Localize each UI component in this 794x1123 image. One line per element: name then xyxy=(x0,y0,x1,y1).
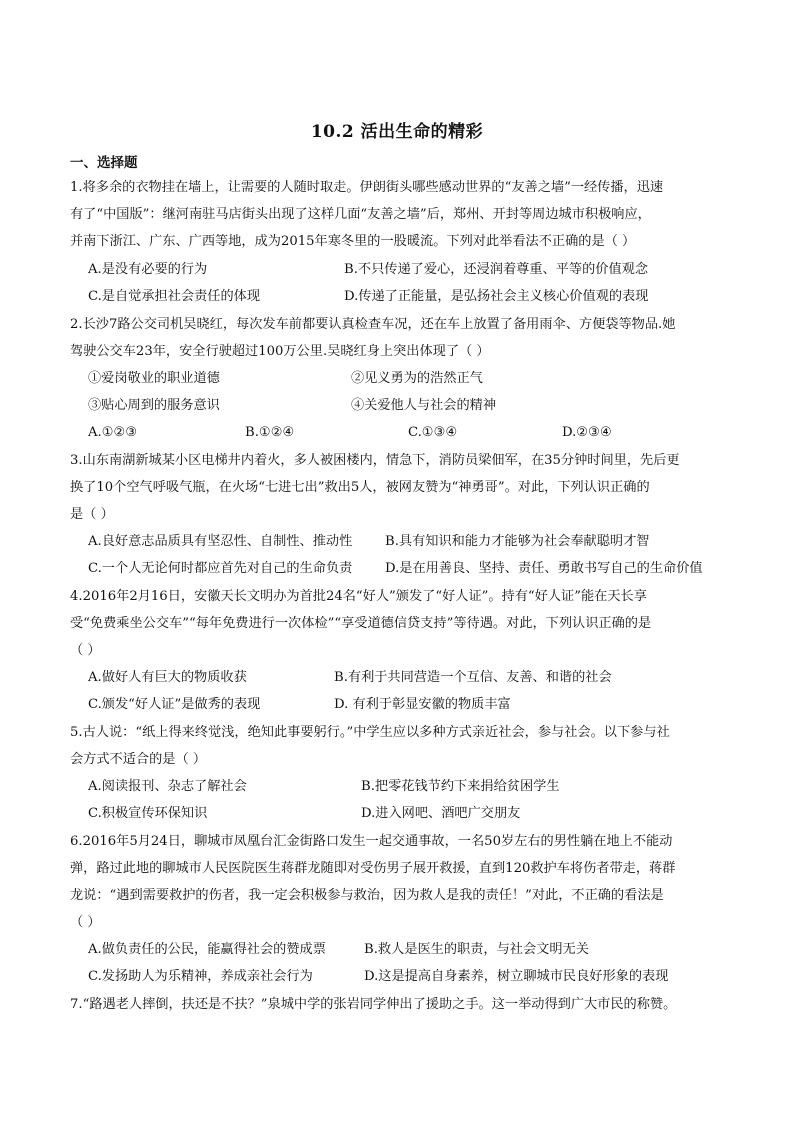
q3-line-1: 3.山东南湖新城某小区电梯井内着火，多人被困楼内，情急下，消防员梁佃军，在35分钟时间里，先后更 xyxy=(70,453,680,468)
q2-item-4: ④关爱他人与社会的精神 xyxy=(351,398,497,413)
q3-line-3: 是（ ） xyxy=(70,507,114,522)
q4-option-b: B.有利于共同营造一个互信、友善、和谐的社会 xyxy=(334,670,612,685)
q1-option-b: B.不只传递了爱心，还浸润着尊重、平等的价值观念 xyxy=(344,262,649,277)
q3-line-2: 换了10个空气呼吸气瓶，在火场“七进七出”救出5人，被网友赞为“神勇哥”。对此，下列认识正确的 xyxy=(70,480,650,495)
q6-option-b: B.救人是医生的职责，与社会文明无关 xyxy=(364,942,589,957)
q2-option-c: C.①③④ xyxy=(408,425,458,440)
q2-item-1: ①爱岗敬业的职业道德 xyxy=(88,371,220,386)
q6-option-d: D.这是提高自身素养，树立聊城市民良好形象的表现 xyxy=(364,969,669,984)
page-title: 10.2 活出生命的精彩 xyxy=(310,122,484,142)
q2-option-a: A.①②③ xyxy=(88,425,138,440)
q2-line-2: 驾驶公交车23年，安全行驶超过100万公里.吴晓红身上突出体现了（ ） xyxy=(70,344,490,359)
q6-line-4: （ ） xyxy=(70,915,101,930)
q5-option-c: C.积极宣传环保知识 xyxy=(88,806,208,821)
q4-option-d: D. 有利于彰显安徽的物质丰富 xyxy=(334,697,511,712)
q1-line-1: 1.将多余的衣物挂在墙上，让需要的人随时取走。伊朗街头哪些感动世界的“友善之墙”一经传播，迅速 xyxy=(70,180,664,195)
q2-option-d: D.②③④ xyxy=(562,425,612,440)
q4-line-2: 受“免费乘坐公交车”“每年免费进行一次体检”“享受道德信贷支持”等待遇。对此，下列认识正确的是 xyxy=(70,616,652,631)
q5-line-1: 5.古人说：“纸上得来终觉浅，绝知此事要躬行。”中学生应以多种方式亲近社会，参与社会。以下参与社 xyxy=(70,725,670,740)
q5-line-2: 会方式不适合的是（ ） xyxy=(70,752,207,767)
q2-line-1: 2.长沙7路公交司机吴晓红，每次发车前都要认真检查车况，还在车上放置了备用雨伞、方便袋等物品.她 xyxy=(70,317,676,332)
q6-line-3: 龙说：“遇到需要救护的伤者，我一定会积极参与救治，因为救人是我的责任！”对此，不正确的看法是 xyxy=(70,888,664,903)
q1-option-d: D.传递了正能量，是弘扬社会主义核心价值观的表现 xyxy=(344,289,649,304)
q6-line-1: 6.2016年5月24日，聊城市凤凰台汇金街路口发生一起交通事故，一名50岁左右的男性躺在地上不能动 xyxy=(70,834,673,849)
q3-option-c: C.一个人无论何时都应首先对自己的生命负责 xyxy=(88,561,353,576)
q5-option-b: B.把零花钱节约下来捐给贫困学生 xyxy=(361,779,560,794)
q6-option-c: C.发扬助人为乐精神，养成亲社会行为 xyxy=(88,969,313,984)
q1-line-3: 并南下浙江、广东、广西等地，成为2015年寒冬里的一股暖流。下列对此举看法不正确的是（ ） xyxy=(70,234,636,249)
q3-option-d: D.是在用善良、坚持、责任、勇敢书写自己的生命价值 xyxy=(385,561,703,576)
q7-line-1: 7.“路遇老人摔倒，扶还是不扶？”泉城中学的张岩同学伸出了援助之手。这一举动得到广大市民的称赞。 xyxy=(70,997,677,1012)
q4-line-1: 4.2016年2月16日，安徽天长文明办为首批24名“好人”颁发了“好人证”。持有“好人证”能在天长享 xyxy=(70,589,647,604)
q1-line-2: 有了“中国版”：继河南驻马店街头出现了这样几面“友善之墙”后，郑州、开封等周边城市积极响应， xyxy=(70,207,651,222)
q2-option-b: B.①②④ xyxy=(245,425,295,440)
q6-line-2: 弹，路过此地的聊城市人民医院医生蒋群龙随即对受伤男子展开救援，直到120救护车将伤者带走，蒋群 xyxy=(70,861,676,876)
q4-line-3: （ ） xyxy=(70,643,101,658)
q5-option-a: A.阅读报刊、杂志了解社会 xyxy=(88,779,247,794)
q2-item-3: ③贴心周到的服务意识 xyxy=(88,398,220,413)
q5-option-d: D.进入网吧、酒吧广交朋友 xyxy=(361,806,521,821)
q2-item-2: ②见义勇为的浩然正气 xyxy=(351,371,483,386)
q6-option-a: A.做负责任的公民，能赢得社会的赞成票 xyxy=(88,942,326,957)
q3-option-b: B.具有知识和能力才能够为社会奉献聪明才智 xyxy=(385,534,650,549)
q4-option-a: A.做好人有巨大的物质收获 xyxy=(88,670,247,685)
q4-option-c: C.颁发“好人证”是做秀的表现 xyxy=(88,697,261,712)
section-heading: 一、选择题 xyxy=(70,155,138,171)
q1-option-c: C.是自觉承担社会责任的体现 xyxy=(88,289,261,304)
q1-option-a: A.是没有必要的行为 xyxy=(88,262,208,277)
q3-option-a: A.良好意志品质具有坚忍性、自制性、推动性 xyxy=(88,534,353,549)
